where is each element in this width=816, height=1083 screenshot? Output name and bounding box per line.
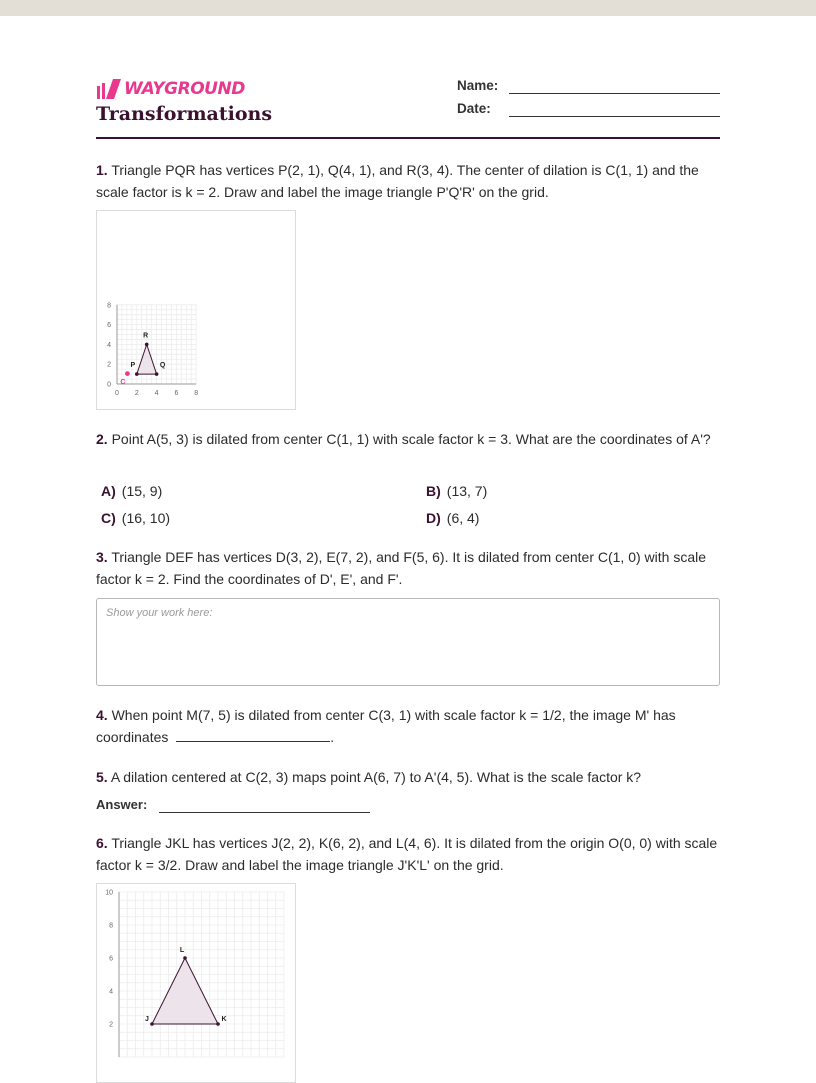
vertex-label: J	[145, 1016, 149, 1023]
vertex-j	[150, 1022, 154, 1026]
graph-1[interactable]	[96, 210, 296, 410]
vertex-q	[155, 372, 159, 376]
question-text: Triangle DEF has vertices D(3, 2), E(7, 2), and F(5, 6). It is dilated from center C(1, 0) with scale factor k = 2. Find the coordinates of D', E', and F'.	[96, 549, 707, 587]
question-number: 2.	[96, 431, 108, 447]
name-label: Name:	[457, 78, 499, 93]
choice-letter: C)	[101, 510, 116, 526]
center-label: C	[120, 379, 126, 387]
question-text: Triangle JKL has vertices J(2, 2), K(6, 2), and L(4, 6). It is dilated from the origin O(0, 0) with scale factor k = 3/2. Draw and label the image triangle J'K'L' on the grid.	[96, 835, 718, 873]
date-line[interactable]	[509, 116, 720, 117]
choice-d[interactable]	[421, 508, 479, 528]
question-number: 5.	[96, 769, 108, 785]
y-tick-label: 6	[109, 955, 113, 963]
question-4	[96, 704, 720, 748]
vertex-p	[135, 372, 139, 376]
page-title: Transformations	[96, 103, 273, 125]
brand-logo	[96, 79, 245, 99]
choice-text: (16, 10)	[121, 510, 171, 526]
question-text: When point M(7, 5) is dilated from center C(3, 1) with scale factor k = 1/2, the image M' has coordinates	[96, 707, 676, 745]
y-tick-label: 10	[105, 889, 113, 897]
vertex-k	[216, 1022, 220, 1026]
vertex-label: K	[221, 1016, 227, 1023]
vertex-r	[145, 343, 149, 347]
y-tick-label: 4	[109, 988, 113, 996]
choice-letter: B)	[426, 483, 441, 499]
question-number: 3.	[96, 549, 108, 565]
choice-text: (6, 4)	[446, 510, 480, 526]
choice-text: (13, 7)	[446, 483, 488, 499]
question-text: A dilation centered at C(2, 3) maps point A(6, 7) to A'(4, 5). What is the scale factor k?	[110, 769, 642, 785]
brand-mark-icon	[96, 79, 122, 99]
center-point	[125, 371, 130, 376]
question-text: Triangle PQR has vertices P(2, 1), Q(4, 1), and R(3, 4). The center of dilation is C(1, 1) and the scale factor is k = 2. Draw and label the image triangle P'Q'R' on the grid.	[96, 162, 699, 200]
choice-c[interactable]	[96, 508, 170, 528]
choice-a[interactable]	[96, 481, 162, 501]
answer-line[interactable]	[159, 812, 370, 813]
y-tick-label: 4	[107, 341, 111, 349]
top-bar	[0, 0, 816, 16]
x-tick-label: 4	[154, 390, 159, 397]
graph-2[interactable]	[96, 883, 296, 1083]
y-tick-label: 2	[107, 361, 111, 369]
y-tick-label: 0	[107, 381, 111, 389]
coordinate-grid-2	[97, 884, 295, 1082]
vertex-label: R	[143, 332, 149, 340]
y-tick-label: 2	[109, 1021, 113, 1029]
question-2	[96, 428, 720, 450]
coordinate-grid-1	[97, 211, 295, 409]
date-field	[457, 101, 720, 121]
choice-letter: D)	[426, 510, 441, 526]
question-number: 1.	[96, 162, 108, 178]
vertex-label: Q	[159, 362, 166, 370]
choice-letter: A)	[101, 483, 116, 499]
choice-text: (15, 9)	[121, 483, 163, 499]
question-text: Point A(5, 3) is dilated from center C(1, 1) with scale factor k = 3. What are the coordinates of A'?	[111, 431, 711, 447]
question-number: 6.	[96, 835, 108, 851]
x-tick-label: 8	[194, 390, 199, 397]
sentence-end: .	[330, 729, 335, 745]
answer-label: Answer:	[96, 797, 148, 812]
answer-blank[interactable]	[176, 727, 330, 742]
x-tick-label: 6	[174, 390, 179, 397]
y-tick-label: 8	[107, 302, 111, 310]
vertex-l	[183, 956, 187, 960]
question-3	[96, 546, 720, 590]
question-number: 4.	[96, 707, 108, 723]
question-6	[96, 832, 720, 876]
x-tick-label: 0	[115, 390, 119, 397]
date-label: Date:	[457, 101, 491, 116]
y-tick-label: 8	[109, 922, 113, 930]
vertex-label: P	[130, 362, 136, 370]
choice-b[interactable]	[421, 481, 487, 501]
name-field	[457, 78, 720, 98]
x-tick-label: 2	[134, 390, 139, 397]
name-line[interactable]	[509, 93, 720, 94]
question-1	[96, 159, 720, 203]
question-5	[96, 766, 720, 788]
work-area[interactable]	[96, 598, 720, 686]
y-tick-label: 6	[107, 322, 111, 330]
vertex-label: L	[179, 947, 185, 954]
work-placeholder: Show your work here:	[106, 607, 213, 619]
header-divider	[96, 137, 720, 139]
brand-name: WAYGROUND	[124, 79, 245, 99]
